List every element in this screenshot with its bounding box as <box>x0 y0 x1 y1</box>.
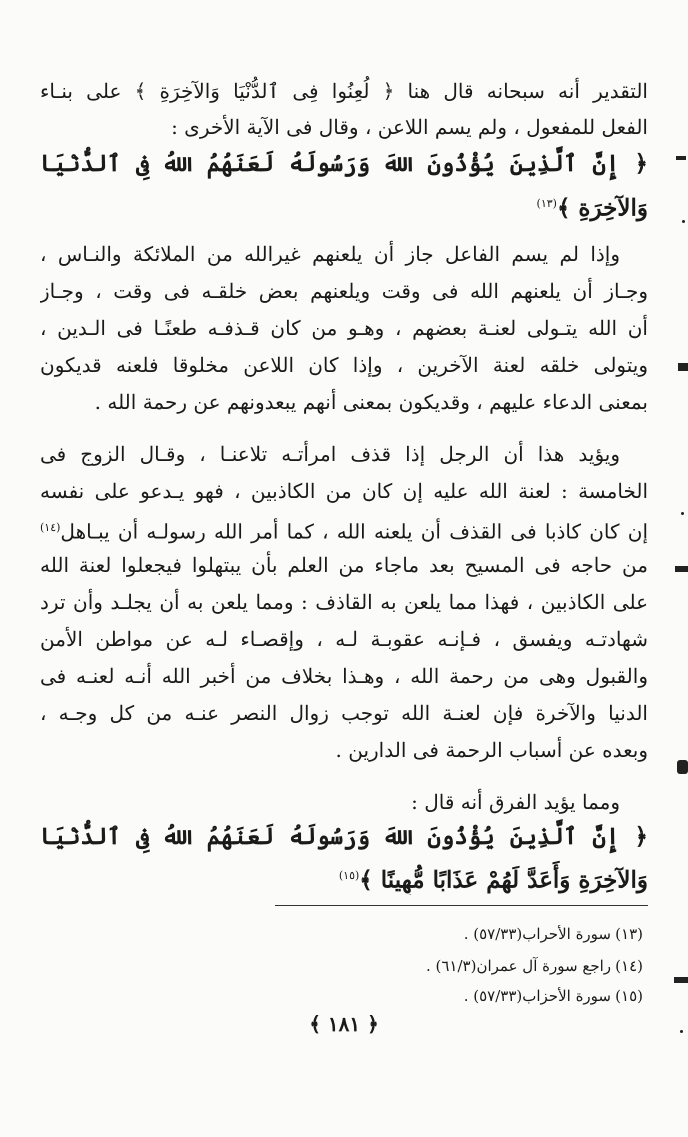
para3-line-7: والقبول وهى من رحمة الله ، وهـذا بخلاف من أخبر الله أنـه لعنـه فى <box>40 664 648 688</box>
footnote-ref-15: (١٥) <box>338 869 360 882</box>
footnote-number: (١٥) <box>615 987 643 1005</box>
footnote-13 <box>464 924 643 944</box>
para3-line-3-text: إن كان كاذبا فى القذف أن يلعنه الله ، كما أمر الله رسولـه أن يبـاهل <box>60 519 648 544</box>
footnote-text: سورة الأحراب(٥٧/٣٣) . <box>463 925 611 943</box>
scan-mark <box>676 156 686 160</box>
verse-text: وَالآخِرَةِ ﴾ <box>556 194 648 222</box>
scan-mark <box>675 566 688 572</box>
footnote-15 <box>464 986 643 1006</box>
para3-line-1: ويؤيد هذا أن الرجل إذا قذف امرأتـه تلاعنـا ، وقـال الزوج فى <box>40 442 620 466</box>
para3-line-3 <box>40 511 648 545</box>
scan-mark <box>677 760 688 774</box>
para2-line-4: ويتولى خلقه لعنة الآخرين ، وإذا كان اللاعن مخلوقا فلعنه قديكون <box>40 353 648 377</box>
footnote-number: (١٤) <box>615 957 643 975</box>
para3-line-9: وبعده عن أسباب الرحمة فى الدارين . <box>335 738 648 762</box>
scan-mark <box>674 977 688 983</box>
para3-line-5: على الكاذبين ، فهذا مما يلعن به القاذف : ومما يلعن به أن يجلـد وأن ترد <box>40 590 648 614</box>
footnote-14 <box>426 956 643 976</box>
para2-line-5: بمعنى الدعاء عليهم ، وقديكون بمعنى أنهم يبعدونهم عن رحمة الله . <box>94 390 648 414</box>
para2-line-3: أن الله يتـولى لعنـة بعضهم ، وهـو من كان قـذفـه طعنًـا فى الـدين ، <box>40 316 648 340</box>
page-number: ﴿ ١٨١ ﴾ <box>309 1012 379 1036</box>
scan-dot <box>680 1030 683 1033</box>
quran-verse-1-line-2 <box>40 185 648 223</box>
quran-verse-2-line-1: ﴿ إِنَّ ٱلَّذِينَ يُؤْذُونَ اللهَ وَرَسُولَهُ لَعَنَهُمُ اللهُ فِى ٱلدُّنْيَا <box>40 823 648 850</box>
footnote-text: سورة الأحزاب(٥٧/٣٣) . <box>463 987 611 1005</box>
quran-verse-1-line-1: ﴿ إِنَّ ٱلَّذِينَ يُؤْذُونَ اللهَ وَرَسُولَهُ لَعَنَهُمُ اللهُ فِى ٱلدُّنْيَا <box>40 150 648 177</box>
quran-verse-2-line-2 <box>40 857 648 895</box>
para3-line-2: الخامسة : لعنة الله عليه إن كان من الكاذبين ، فهو يـدعو على نفسه <box>40 479 648 503</box>
body-line-1: التقدير أنه سبحانه قال هنا ﴿ لُعِنُوا فِى ٱلدُّنْيَا وَالآخِرَةِ ﴾ على بنـاء <box>40 79 648 103</box>
body-line-2: الفعل للمفعول ، ولم يسم اللاعن ، وقال فى الآية الأخرى : <box>171 115 648 139</box>
footnote-number: (١٣) <box>615 925 643 943</box>
para2-line-2: وجـاز أن يلعنهم الله فى وقت ويلعنهم بعض خلقـه فى وقت ، وجـاز <box>40 279 648 303</box>
para3-line-8: الدنيا والآخرة فإن لعنـة الله توجب زوال النصر عنـه من كل وجـه ، <box>40 701 648 725</box>
footnote-text: راجع سورة آل عمران(٦١/٣) . <box>425 957 611 975</box>
scan-dot <box>681 512 684 515</box>
para2-line-1: وإذا لم يسم الفاعل جاز أن يلعنهم غيرالله من الملائكة والنـاس ، <box>40 242 620 266</box>
scan-dot <box>682 220 685 223</box>
footnote-ref-13: (١٣) <box>536 197 557 210</box>
scan-mark <box>678 363 688 371</box>
para4-line-1: ومما يؤيد الفرق أنه قال : <box>411 790 620 814</box>
para3-line-6: شهادتـه ويفسق ، فـإنـه عقوبـة لـه ، وإقصـاء لـه عن مواطن الأمن <box>40 627 648 651</box>
verse2-text: وَالآخِرَةِ وَأَعَدَّ لَهُمْ عَذَابًا مُّهِينًا ﴾ <box>359 866 648 894</box>
footnote-ref-14: (١٤) <box>40 521 61 534</box>
footnote-divider <box>275 905 648 906</box>
para3-line-4: من حاجه فى المسيح بعد ماجاء من العلم بأن يبتهلوا فيجعلوا لعنة الله <box>40 553 648 577</box>
